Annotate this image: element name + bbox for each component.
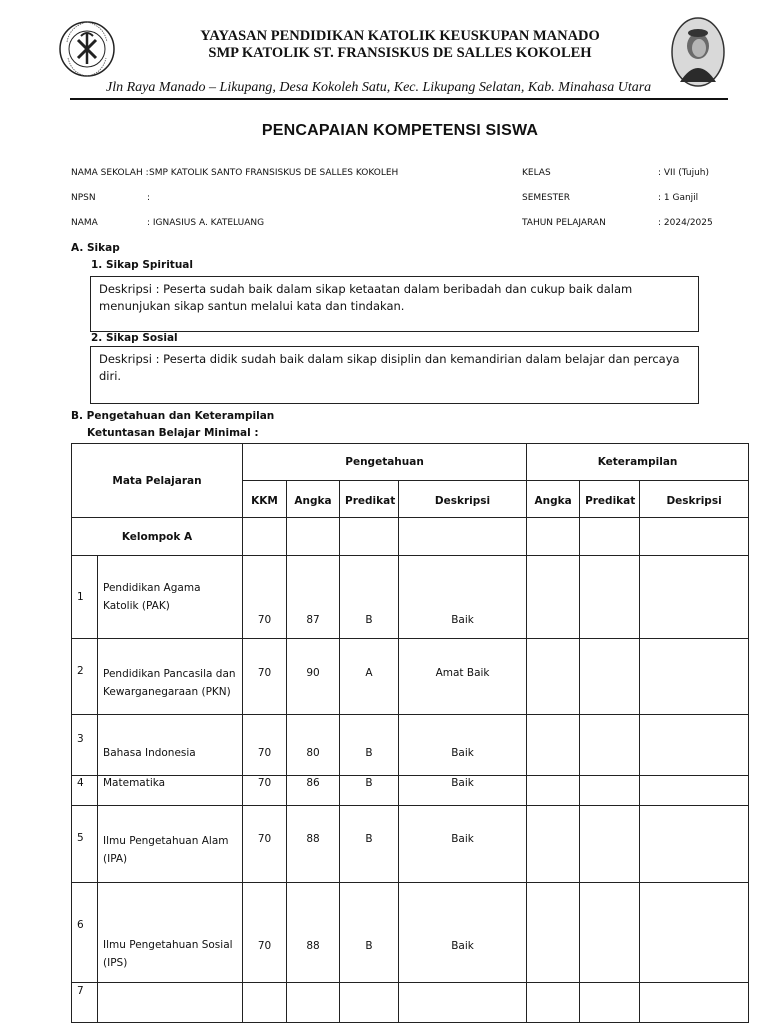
letterhead-divider [70, 98, 728, 100]
sosial-description: Deskripsi : Peserta didik sudah baik dalam sikap disiplin dan kemandirian dalam belajar dan percaya diri. [99, 352, 680, 383]
table-row [72, 715, 749, 776]
deskripsi-value: Baik [399, 806, 527, 883]
school-address: Jln Raya Manado – Likupang, Desa Kokoleh Satu, Kec. Likupang Selatan, Kab. Minahasa Utara [106, 80, 652, 95]
deskripsi-value: Baik [399, 556, 527, 639]
deskripsi-value [399, 983, 527, 1023]
angka-value: 87 [287, 556, 340, 639]
deskripsi-value: Amat Baik [399, 639, 527, 715]
page-title: PENCAPAIAN KOMPETENSI SISWA [261, 122, 539, 139]
subject-name: Matematika [98, 776, 243, 806]
header-deskripsi: Deskripsi [399, 481, 527, 518]
grades-table [71, 443, 749, 1023]
subject-name: Ilmu Pengetahuan Alam (IPA) [98, 806, 243, 883]
school-value: SMP KATOLIK SANTO FRANSISKUS DE SALLES KOKOLEH [149, 168, 399, 178]
header-pengetahuan: Pengetahuan [243, 444, 527, 481]
table-row [72, 883, 749, 983]
row-number: 4 [72, 776, 98, 806]
angka-value: 86 [287, 776, 340, 806]
row-number: 1 [72, 556, 98, 639]
angka-value: 90 [287, 639, 340, 715]
sosial-heading: 2. Sikap Sosial [91, 332, 178, 344]
row-number: 6 [72, 883, 98, 983]
sosial-description-box [90, 346, 699, 404]
subject-name [98, 983, 243, 1023]
section-b-heading: B. Pengetahuan dan Keterampilan [71, 410, 275, 422]
header-predikat: Predikat [340, 481, 399, 518]
semester-value: : 1 Ganjil [658, 193, 699, 203]
spiritual-description: Deskripsi : Peserta sudah baik dalam sikap ketaatan dalam beribadah dan cukup baik dalam menunjukan sikap santun melalui kata dan tindakan. [99, 282, 633, 313]
subject-name: Pendidikan Agama Katolik (PAK) [98, 556, 243, 639]
school-seal-logo [58, 12, 116, 86]
angka-value: 88 [287, 806, 340, 883]
predikat-value: B [340, 806, 399, 883]
header-mata-pelajaran: Mata Pelajaran [72, 444, 243, 518]
angka-value [287, 983, 340, 1023]
angka-value: 88 [287, 883, 340, 983]
subject-name: Ilmu Pengetahuan Sosial (IPS) [98, 883, 243, 983]
subject-name: Pendidikan Pancasila dan Kewarganegaraan (PKN) [98, 639, 243, 715]
npsn-label: NPSN [71, 193, 96, 203]
header-keterampilan-angka: Angka [527, 481, 580, 518]
row-number: 5 [72, 806, 98, 883]
kbm-heading: Ketuntasan Belajar Minimal : [87, 427, 259, 439]
row-number: 3 [72, 715, 98, 776]
kkm-value: 70 [243, 715, 287, 776]
table-row [72, 556, 749, 639]
header-kkm: KKM [243, 481, 287, 518]
table-row [72, 639, 749, 715]
student-name-value: : IGNASIUS A. KATELUANG [147, 218, 265, 228]
header-keterampilan-deskripsi: Deskripsi [640, 481, 749, 518]
patron-saint-portrait [670, 16, 726, 88]
kelas-value: : VII (Tujuh) [658, 168, 709, 178]
table-row [72, 776, 749, 806]
row-number: 7 [72, 983, 98, 1023]
group-kelompok-a: Kelompok A [72, 518, 243, 556]
kkm-value: 70 [243, 639, 287, 715]
angka-value: 80 [287, 715, 340, 776]
school-name: SMP KATOLIK ST. FRANSISKUS DE SALLES KOKOLEH [208, 45, 592, 61]
header-keterampilan-predikat: Predikat [580, 481, 640, 518]
table-row [72, 983, 749, 1023]
spiritual-description-box [90, 276, 699, 332]
kkm-value: 70 [243, 776, 287, 806]
predikat-value: B [340, 776, 399, 806]
semester-label: SEMESTER [522, 193, 571, 203]
kkm-value [243, 983, 287, 1023]
subject-name: Bahasa Indonesia [98, 715, 243, 776]
kkm-value: 70 [243, 806, 287, 883]
header-keterampilan: Keterampilan [527, 444, 749, 481]
predikat-value: B [340, 556, 399, 639]
tahun-value: : 2024/2025 [658, 218, 713, 228]
kkm-value: 70 [243, 556, 287, 639]
predikat-value: B [340, 715, 399, 776]
predikat-value: A [340, 639, 399, 715]
spiritual-heading: 1. Sikap Spiritual [91, 259, 193, 271]
npsn-value: : [147, 193, 151, 203]
predikat-value: B [340, 883, 399, 983]
header-angka: Angka [287, 481, 340, 518]
foundation-name: YAYASAN PENDIDIKAN KATOLIK KEUSKUPAN MANADO [200, 28, 600, 44]
kkm-value: 70 [243, 883, 287, 983]
section-a-heading: A. Sikap [71, 242, 120, 254]
school-label: NAMA SEKOLAH : [71, 168, 149, 178]
deskripsi-value: Baik [399, 776, 527, 806]
deskripsi-value: Baik [399, 883, 527, 983]
tahun-label: TAHUN PELAJARAN [522, 218, 606, 228]
row-number: 2 [72, 639, 98, 715]
predikat-value [340, 983, 399, 1023]
kelas-label: KELAS [522, 168, 551, 178]
deskripsi-value: Baik [399, 715, 527, 776]
student-name-label: NAMA [71, 218, 98, 228]
table-row [72, 806, 749, 883]
